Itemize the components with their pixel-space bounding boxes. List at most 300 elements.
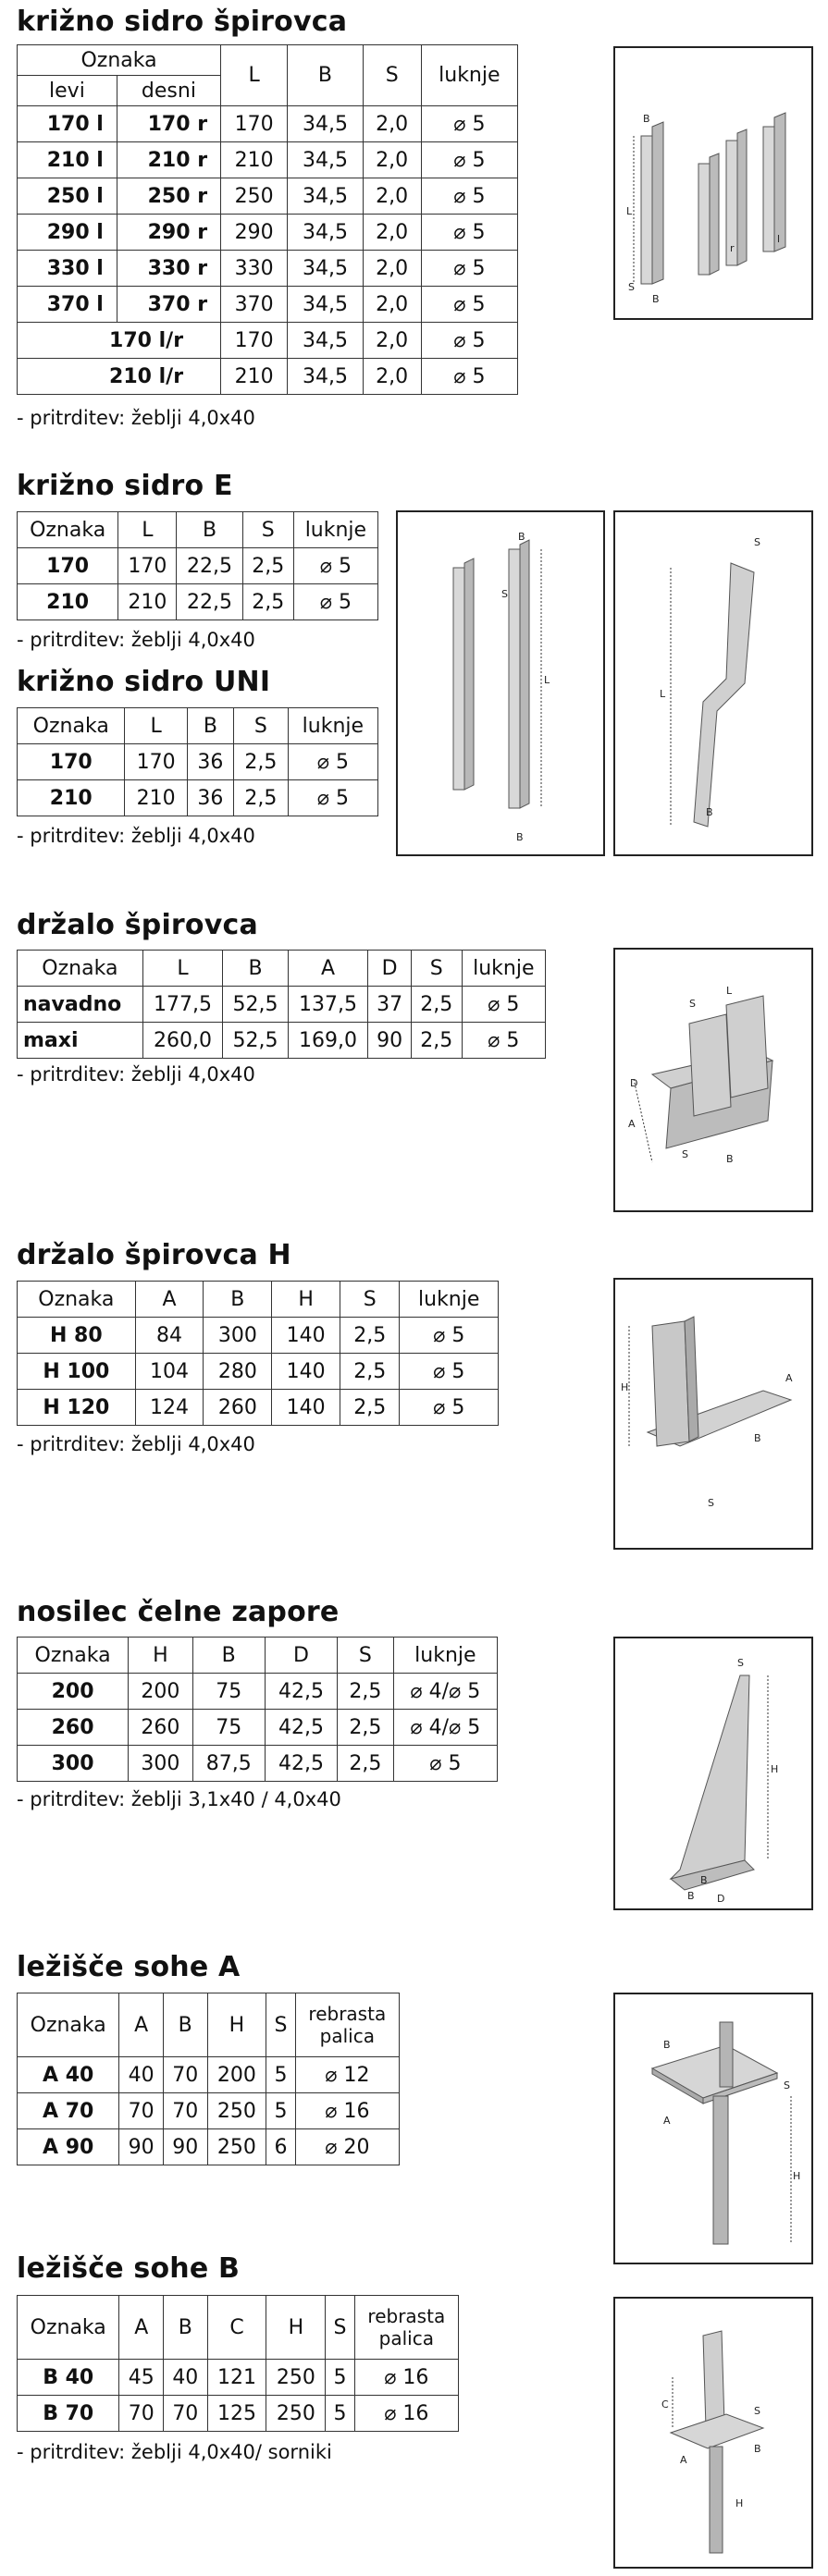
figure-label-A: A xyxy=(628,1118,636,1130)
cell-oznaka: 210 xyxy=(18,584,118,620)
figure-lezisce-B-drawing xyxy=(615,2299,811,2567)
cell-oznaka: B 70 xyxy=(18,2396,119,2432)
table-row xyxy=(18,1318,499,1354)
table-row xyxy=(18,780,378,816)
header-oznaka: Oznaka xyxy=(18,951,143,987)
cell-H: 250 xyxy=(266,2396,326,2432)
table-row xyxy=(18,178,518,215)
cell-oznaka: H 100 xyxy=(18,1354,136,1390)
table-row xyxy=(18,142,518,178)
cell-oznaka: 260 xyxy=(18,1710,129,1746)
cell-S: 2,5 xyxy=(242,584,293,620)
cell-desni: 250 r xyxy=(117,178,220,215)
cell-luknje: ⌀ 5 xyxy=(421,178,517,215)
cell-levi: 250 l xyxy=(18,178,117,215)
header-L: L xyxy=(118,512,177,548)
cell-B: 75 xyxy=(192,1674,265,1710)
cell-D: 42,5 xyxy=(265,1674,337,1710)
figure-label-D: D xyxy=(630,1077,638,1089)
figure-label-L: L xyxy=(544,674,550,686)
figure-label-S: S xyxy=(737,1657,744,1669)
cell-L: 260,0 xyxy=(142,1023,223,1059)
cell-L: 177,5 xyxy=(142,987,223,1023)
cell-levi: 330 l xyxy=(18,251,117,287)
figure-drzalo xyxy=(613,948,813,1212)
cell-A: 104 xyxy=(135,1354,204,1390)
cell-B: 300 xyxy=(204,1318,272,1354)
table-row xyxy=(18,287,518,323)
cell-B: 34,5 xyxy=(288,323,363,359)
cell-S: 2,0 xyxy=(363,178,421,215)
cell-B: 34,5 xyxy=(288,142,363,178)
figure-label-S: S xyxy=(708,1497,714,1509)
cell-H: 140 xyxy=(272,1318,340,1354)
figure-krizno-spirovca xyxy=(613,46,813,320)
figure-drzalo-H xyxy=(613,1278,813,1550)
figure-label-B: B xyxy=(518,531,525,543)
header-B: B xyxy=(288,45,363,106)
header-rebrasta: rebrasta xyxy=(367,2305,446,2327)
header-A: A xyxy=(288,951,368,987)
cell-B: 70 xyxy=(164,2396,208,2432)
cell-B: 87,5 xyxy=(192,1746,265,1782)
figure-nosilec xyxy=(613,1637,813,1910)
figure-label-A: A xyxy=(785,1372,793,1384)
cell-D: 90 xyxy=(368,1023,412,1059)
figure-label-A: A xyxy=(680,2454,687,2466)
figure-label-C: C xyxy=(661,2398,669,2410)
cell-S: 2,5 xyxy=(338,1710,394,1746)
note-drzalo: - pritrditev: žeblji 4,0x40 xyxy=(17,1063,255,1086)
table-row xyxy=(18,2093,400,2129)
header-A: A xyxy=(135,1282,204,1318)
cell-luknje: ⌀ 5 xyxy=(421,106,517,142)
table-row xyxy=(18,2129,400,2165)
table-nosilec xyxy=(17,1637,498,1782)
cell-S: 2,5 xyxy=(340,1318,400,1354)
cell-S: 2,5 xyxy=(411,987,462,1023)
header-A: A xyxy=(119,1993,164,2057)
cell-L: 370 xyxy=(221,287,288,323)
table-row xyxy=(18,359,518,395)
cell-palica: ⌀ 12 xyxy=(295,2057,399,2093)
cell-oznaka: 210 xyxy=(18,780,125,816)
figure-label-B2: B xyxy=(687,1890,695,1902)
figure-krizno-spirovca-drawing xyxy=(615,48,811,318)
header-L: L xyxy=(142,951,223,987)
cell-D: 42,5 xyxy=(265,1746,337,1782)
table-row xyxy=(18,1023,546,1059)
cell-luknje: ⌀ 5 xyxy=(400,1390,499,1426)
section-title-drzalo: držalo špirovca xyxy=(17,909,258,941)
figure-drzalo-H-drawing xyxy=(615,1280,811,1548)
header-oznaka: Oznaka xyxy=(18,45,221,76)
table-row xyxy=(18,323,518,359)
note-krizno-UNI: - pritrditev: žeblji 4,0x40 xyxy=(17,825,255,847)
cell-S: 2,5 xyxy=(338,1674,394,1710)
figure-krizno-E xyxy=(396,510,605,856)
section-title-lezisce-B: ležišče sohe B xyxy=(17,2252,241,2285)
table-krizno-UNI xyxy=(17,707,378,816)
header-A: A xyxy=(119,2296,164,2360)
cell-luknje: ⌀ 5 xyxy=(400,1354,499,1390)
header-H: H xyxy=(129,1638,192,1674)
cell-name-lr: 170 l/r xyxy=(18,323,221,359)
header-oznaka: Oznaka xyxy=(18,1282,136,1318)
cell-luknje: ⌀ 5 xyxy=(293,584,377,620)
cell-L: 250 xyxy=(221,178,288,215)
cell-luknje: ⌀ 5 xyxy=(421,142,517,178)
header-luknje: luknje xyxy=(421,45,517,106)
section-title-krizno-spirovca: križno sidro špirovca xyxy=(17,6,348,38)
header-B: B xyxy=(163,1993,207,2057)
cell-L: 210 xyxy=(221,359,288,395)
header-palica: palica xyxy=(319,2025,375,2047)
cell-L: 210 xyxy=(125,780,187,816)
table-row xyxy=(18,987,546,1023)
figure-label-B2: B xyxy=(652,293,660,305)
header-C: C xyxy=(207,2296,266,2360)
cell-S: 2,5 xyxy=(338,1746,394,1782)
section-title-nosilec: nosilec čelne zapore xyxy=(17,1596,340,1628)
cell-S: 2,5 xyxy=(242,548,293,584)
cell-luknje: ⌀ 4/⌀ 5 xyxy=(393,1674,497,1710)
cell-S: 6 xyxy=(266,2129,295,2165)
figure-krizno-UNI-drawing xyxy=(615,512,811,854)
figure-label-B2: B xyxy=(516,831,524,843)
figure-label-r: r xyxy=(730,242,735,254)
header-rebrasta: rebrasta xyxy=(308,2003,387,2025)
header-B: B xyxy=(192,1638,265,1674)
section-title-lezisce-A: ležišče sohe A xyxy=(17,1951,241,1983)
note-drzalo-H: - pritrditev: žeblji 4,0x40 xyxy=(17,1433,255,1455)
cell-S: 2,5 xyxy=(233,780,288,816)
cell-H: 250 xyxy=(207,2129,266,2165)
header-rebrasta-palica xyxy=(354,2296,458,2360)
header-S: S xyxy=(326,2296,354,2360)
cell-A: 124 xyxy=(135,1390,204,1426)
cell-A: 70 xyxy=(119,2093,164,2129)
cell-B: 70 xyxy=(163,2057,207,2093)
cell-A: 169,0 xyxy=(288,1023,368,1059)
table-row xyxy=(18,106,518,142)
cell-luknje: ⌀ 4/⌀ 5 xyxy=(393,1710,497,1746)
cell-B: 70 xyxy=(163,2093,207,2129)
cell-desni: 210 r xyxy=(117,142,220,178)
table-row xyxy=(18,744,378,780)
header-desni: desni xyxy=(117,76,220,106)
table-drzalo xyxy=(17,950,546,1059)
cell-L: 170 xyxy=(118,548,177,584)
header-S: S xyxy=(363,45,421,106)
figure-label-B: B xyxy=(754,1432,761,1444)
cell-luknje: ⌀ 5 xyxy=(421,251,517,287)
cell-luknje: ⌀ 5 xyxy=(462,1023,545,1059)
header-D: D xyxy=(265,1638,337,1674)
figure-nosilec-drawing xyxy=(615,1638,811,1908)
cell-oznaka: B 40 xyxy=(18,2360,119,2396)
cell-S: 2,0 xyxy=(363,142,421,178)
header-luknje: luknje xyxy=(400,1282,499,1318)
cell-B: 34,5 xyxy=(288,287,363,323)
header-S: S xyxy=(233,708,288,744)
cell-H: 200 xyxy=(207,2057,266,2093)
cell-luknje: ⌀ 5 xyxy=(421,359,517,395)
figure-krizno-E-drawing xyxy=(398,512,603,854)
cell-name-lr: 210 l/r xyxy=(18,359,221,395)
figure-lezisce-A-drawing xyxy=(615,1994,811,2263)
cell-oznaka: 300 xyxy=(18,1746,129,1782)
cell-luknje: ⌀ 5 xyxy=(462,987,545,1023)
figure-krizno-UNI xyxy=(613,510,813,856)
figure-label-S: S xyxy=(501,588,508,600)
cell-H: 300 xyxy=(129,1746,192,1782)
cell-B: 34,5 xyxy=(288,251,363,287)
cell-B: 260 xyxy=(204,1390,272,1426)
table-row xyxy=(18,1674,498,1710)
cell-B: 52,5 xyxy=(223,987,289,1023)
header-B: B xyxy=(164,2296,208,2360)
header-B: B xyxy=(187,708,233,744)
cell-B: 40 xyxy=(164,2360,208,2396)
figure-label-S2: S xyxy=(682,1148,688,1160)
section-title-drzalo-H: držalo špirovca H xyxy=(17,1239,291,1271)
cell-oznaka: 170 xyxy=(18,548,118,584)
cell-B: 52,5 xyxy=(223,1023,289,1059)
cell-S: 5 xyxy=(266,2093,295,2129)
cell-B: 22,5 xyxy=(177,584,242,620)
cell-B: 34,5 xyxy=(288,215,363,251)
figure-label-B: B xyxy=(754,2443,761,2455)
figure-label-A: A xyxy=(663,2115,671,2127)
cell-L: 170 xyxy=(221,323,288,359)
header-B: B xyxy=(223,951,289,987)
cell-D: 42,5 xyxy=(265,1710,337,1746)
cell-S: 5 xyxy=(326,2360,354,2396)
cell-A: 90 xyxy=(119,2129,164,2165)
header-palica: palica xyxy=(378,2327,434,2349)
cell-A: 84 xyxy=(135,1318,204,1354)
cell-S: 2,5 xyxy=(233,744,288,780)
figure-label-L: L xyxy=(660,688,666,700)
cell-palica: ⌀ 20 xyxy=(295,2129,399,2165)
header-B: B xyxy=(204,1282,272,1318)
cell-desni: 330 r xyxy=(117,251,220,287)
cell-B: 34,5 xyxy=(288,106,363,142)
cell-oznaka: H 80 xyxy=(18,1318,136,1354)
cell-luknje: ⌀ 5 xyxy=(293,548,377,584)
figure-label-S: S xyxy=(784,2079,790,2091)
figure-label-B: B xyxy=(726,1153,734,1165)
cell-L: 290 xyxy=(221,215,288,251)
figure-label-D: D xyxy=(717,1893,725,1905)
cell-luknje: ⌀ 5 xyxy=(288,780,377,816)
table-lezisce-B xyxy=(17,2295,459,2432)
figure-label-L: L xyxy=(626,205,633,217)
cell-S: 2,0 xyxy=(363,215,421,251)
figure-label-H: H xyxy=(771,1763,779,1775)
table-row xyxy=(18,2057,400,2093)
cell-C: 125 xyxy=(207,2396,266,2432)
figure-label-H: H xyxy=(793,2170,801,2182)
figure-label-S: S xyxy=(689,998,696,1010)
cell-levi: 210 l xyxy=(18,142,117,178)
cell-L: 210 xyxy=(118,584,177,620)
table-row xyxy=(18,2396,459,2432)
cell-S: 2,0 xyxy=(363,251,421,287)
header-H: H xyxy=(272,1282,340,1318)
cell-S: 2,0 xyxy=(363,359,421,395)
figure-label-L: L xyxy=(726,985,733,997)
header-luknje: luknje xyxy=(393,1638,497,1674)
table-krizno-E xyxy=(17,511,378,620)
section-title-krizno-E: križno sidro E xyxy=(17,470,233,502)
cell-oznaka: maxi xyxy=(18,1023,143,1059)
cell-L: 330 xyxy=(221,251,288,287)
figure-label-l: l xyxy=(777,233,781,245)
figure-label-B: B xyxy=(663,2039,671,2051)
cell-oznaka: A 90 xyxy=(18,2129,119,2165)
figure-label-H: H xyxy=(621,1381,629,1393)
header-levi: levi xyxy=(18,76,117,106)
table-row xyxy=(18,1746,498,1782)
header-S: S xyxy=(338,1638,394,1674)
cell-L: 170 xyxy=(125,744,187,780)
table-row xyxy=(18,1354,499,1390)
cell-luknje: ⌀ 5 xyxy=(400,1318,499,1354)
header-luknje: luknje xyxy=(288,708,377,744)
table-row xyxy=(18,1390,499,1426)
figure-label-S: S xyxy=(754,2405,760,2417)
cell-palica: ⌀ 16 xyxy=(354,2396,458,2432)
figure-label-H: H xyxy=(735,2497,744,2509)
cell-S: 2,5 xyxy=(340,1390,400,1426)
cell-A: 40 xyxy=(119,2057,164,2093)
table-drzalo-H xyxy=(17,1281,499,1426)
cell-desni: 170 r xyxy=(117,106,220,142)
cell-A: 70 xyxy=(119,2396,164,2432)
figure-label-B: B xyxy=(706,806,713,818)
cell-L: 210 xyxy=(221,142,288,178)
cell-H: 140 xyxy=(272,1390,340,1426)
cell-S: 2,0 xyxy=(363,106,421,142)
header-luknje: luknje xyxy=(293,512,377,548)
cell-B: 34,5 xyxy=(288,359,363,395)
cell-levi: 370 l xyxy=(18,287,117,323)
header-oznaka: Oznaka xyxy=(18,2296,119,2360)
table-row xyxy=(18,1710,498,1746)
cell-H: 260 xyxy=(129,1710,192,1746)
section-title-krizno-UNI: križno sidro UNI xyxy=(17,666,271,698)
figure-drzalo-drawing xyxy=(615,950,811,1210)
cell-H: 140 xyxy=(272,1354,340,1390)
header-S: S xyxy=(340,1282,400,1318)
table-lezisce-A xyxy=(17,1993,400,2165)
figure-label-S: S xyxy=(628,281,635,293)
note-nosilec: - pritrditev: žeblji 3,1x40 / 4,0x40 xyxy=(17,1788,341,1810)
cell-S: 2,0 xyxy=(363,323,421,359)
cell-H: 200 xyxy=(129,1674,192,1710)
cell-B: 36 xyxy=(187,780,233,816)
cell-oznaka: navadno xyxy=(18,987,143,1023)
cell-palica: ⌀ 16 xyxy=(354,2360,458,2396)
cell-B: 280 xyxy=(204,1354,272,1390)
cell-A: 137,5 xyxy=(288,987,368,1023)
cell-B: 90 xyxy=(163,2129,207,2165)
cell-H: 250 xyxy=(266,2360,326,2396)
header-L: L xyxy=(221,45,288,106)
cell-palica: ⌀ 16 xyxy=(295,2093,399,2129)
cell-S: 5 xyxy=(326,2396,354,2432)
cell-luknje: ⌀ 5 xyxy=(393,1746,497,1782)
header-S: S xyxy=(266,1993,295,2057)
header-S: S xyxy=(411,951,462,987)
cell-luknje: ⌀ 5 xyxy=(421,323,517,359)
header-oznaka: Oznaka xyxy=(18,708,125,744)
cell-L: 170 xyxy=(221,106,288,142)
figure-label-B: B xyxy=(643,113,650,125)
cell-S: 2,5 xyxy=(411,1023,462,1059)
header-D: D xyxy=(368,951,412,987)
cell-levi: 290 l xyxy=(18,215,117,251)
cell-oznaka: A 40 xyxy=(18,2057,119,2093)
cell-desni: 290 r xyxy=(117,215,220,251)
cell-oznaka: 200 xyxy=(18,1674,129,1710)
cell-B: 34,5 xyxy=(288,178,363,215)
header-L: L xyxy=(125,708,187,744)
note-lezisce-B: - pritrditev: žeblji 4,0x40/ sorniki xyxy=(17,2441,332,2463)
header-oznaka: Oznaka xyxy=(18,1638,129,1674)
table-row xyxy=(18,584,378,620)
cell-oznaka: 170 xyxy=(18,744,125,780)
table-row xyxy=(18,251,518,287)
figure-label-B: B xyxy=(700,1874,708,1886)
cell-C: 121 xyxy=(207,2360,266,2396)
cell-luknje: ⌀ 5 xyxy=(288,744,377,780)
header-B: B xyxy=(177,512,242,548)
cell-S: 2,0 xyxy=(363,287,421,323)
cell-oznaka: A 70 xyxy=(18,2093,119,2129)
cell-A: 45 xyxy=(119,2360,164,2396)
figure-lezisce-A xyxy=(613,1993,813,2264)
cell-luknje: ⌀ 5 xyxy=(421,215,517,251)
cell-S: 5 xyxy=(266,2057,295,2093)
cell-levi: 170 l xyxy=(18,106,117,142)
cell-S: 2,5 xyxy=(340,1354,400,1390)
note-krizno-E: - pritrditev: žeblji 4,0x40 xyxy=(17,629,255,651)
cell-B: 75 xyxy=(192,1710,265,1746)
cell-desni: 370 r xyxy=(117,287,220,323)
header-oznaka: Oznaka xyxy=(18,1993,119,2057)
header-H: H xyxy=(207,1993,266,2057)
header-oznaka: Oznaka xyxy=(18,512,118,548)
figure-label-S: S xyxy=(754,536,760,548)
header-rebrasta-palica xyxy=(295,1993,399,2057)
cell-B: 36 xyxy=(187,744,233,780)
header-luknje: luknje xyxy=(462,951,545,987)
note-krizno-spirovca: - pritrditev: žeblji 4,0x40 xyxy=(17,407,255,429)
cell-oznaka: H 120 xyxy=(18,1390,136,1426)
figure-lezisce-B xyxy=(613,2297,813,2569)
cell-H: 250 xyxy=(207,2093,266,2129)
cell-D: 37 xyxy=(368,987,412,1023)
table-krizno-spirovca xyxy=(17,44,518,395)
table-row xyxy=(18,2360,459,2396)
cell-B: 22,5 xyxy=(177,548,242,584)
header-H: H xyxy=(266,2296,326,2360)
table-row xyxy=(18,548,378,584)
cell-luknje: ⌀ 5 xyxy=(421,287,517,323)
